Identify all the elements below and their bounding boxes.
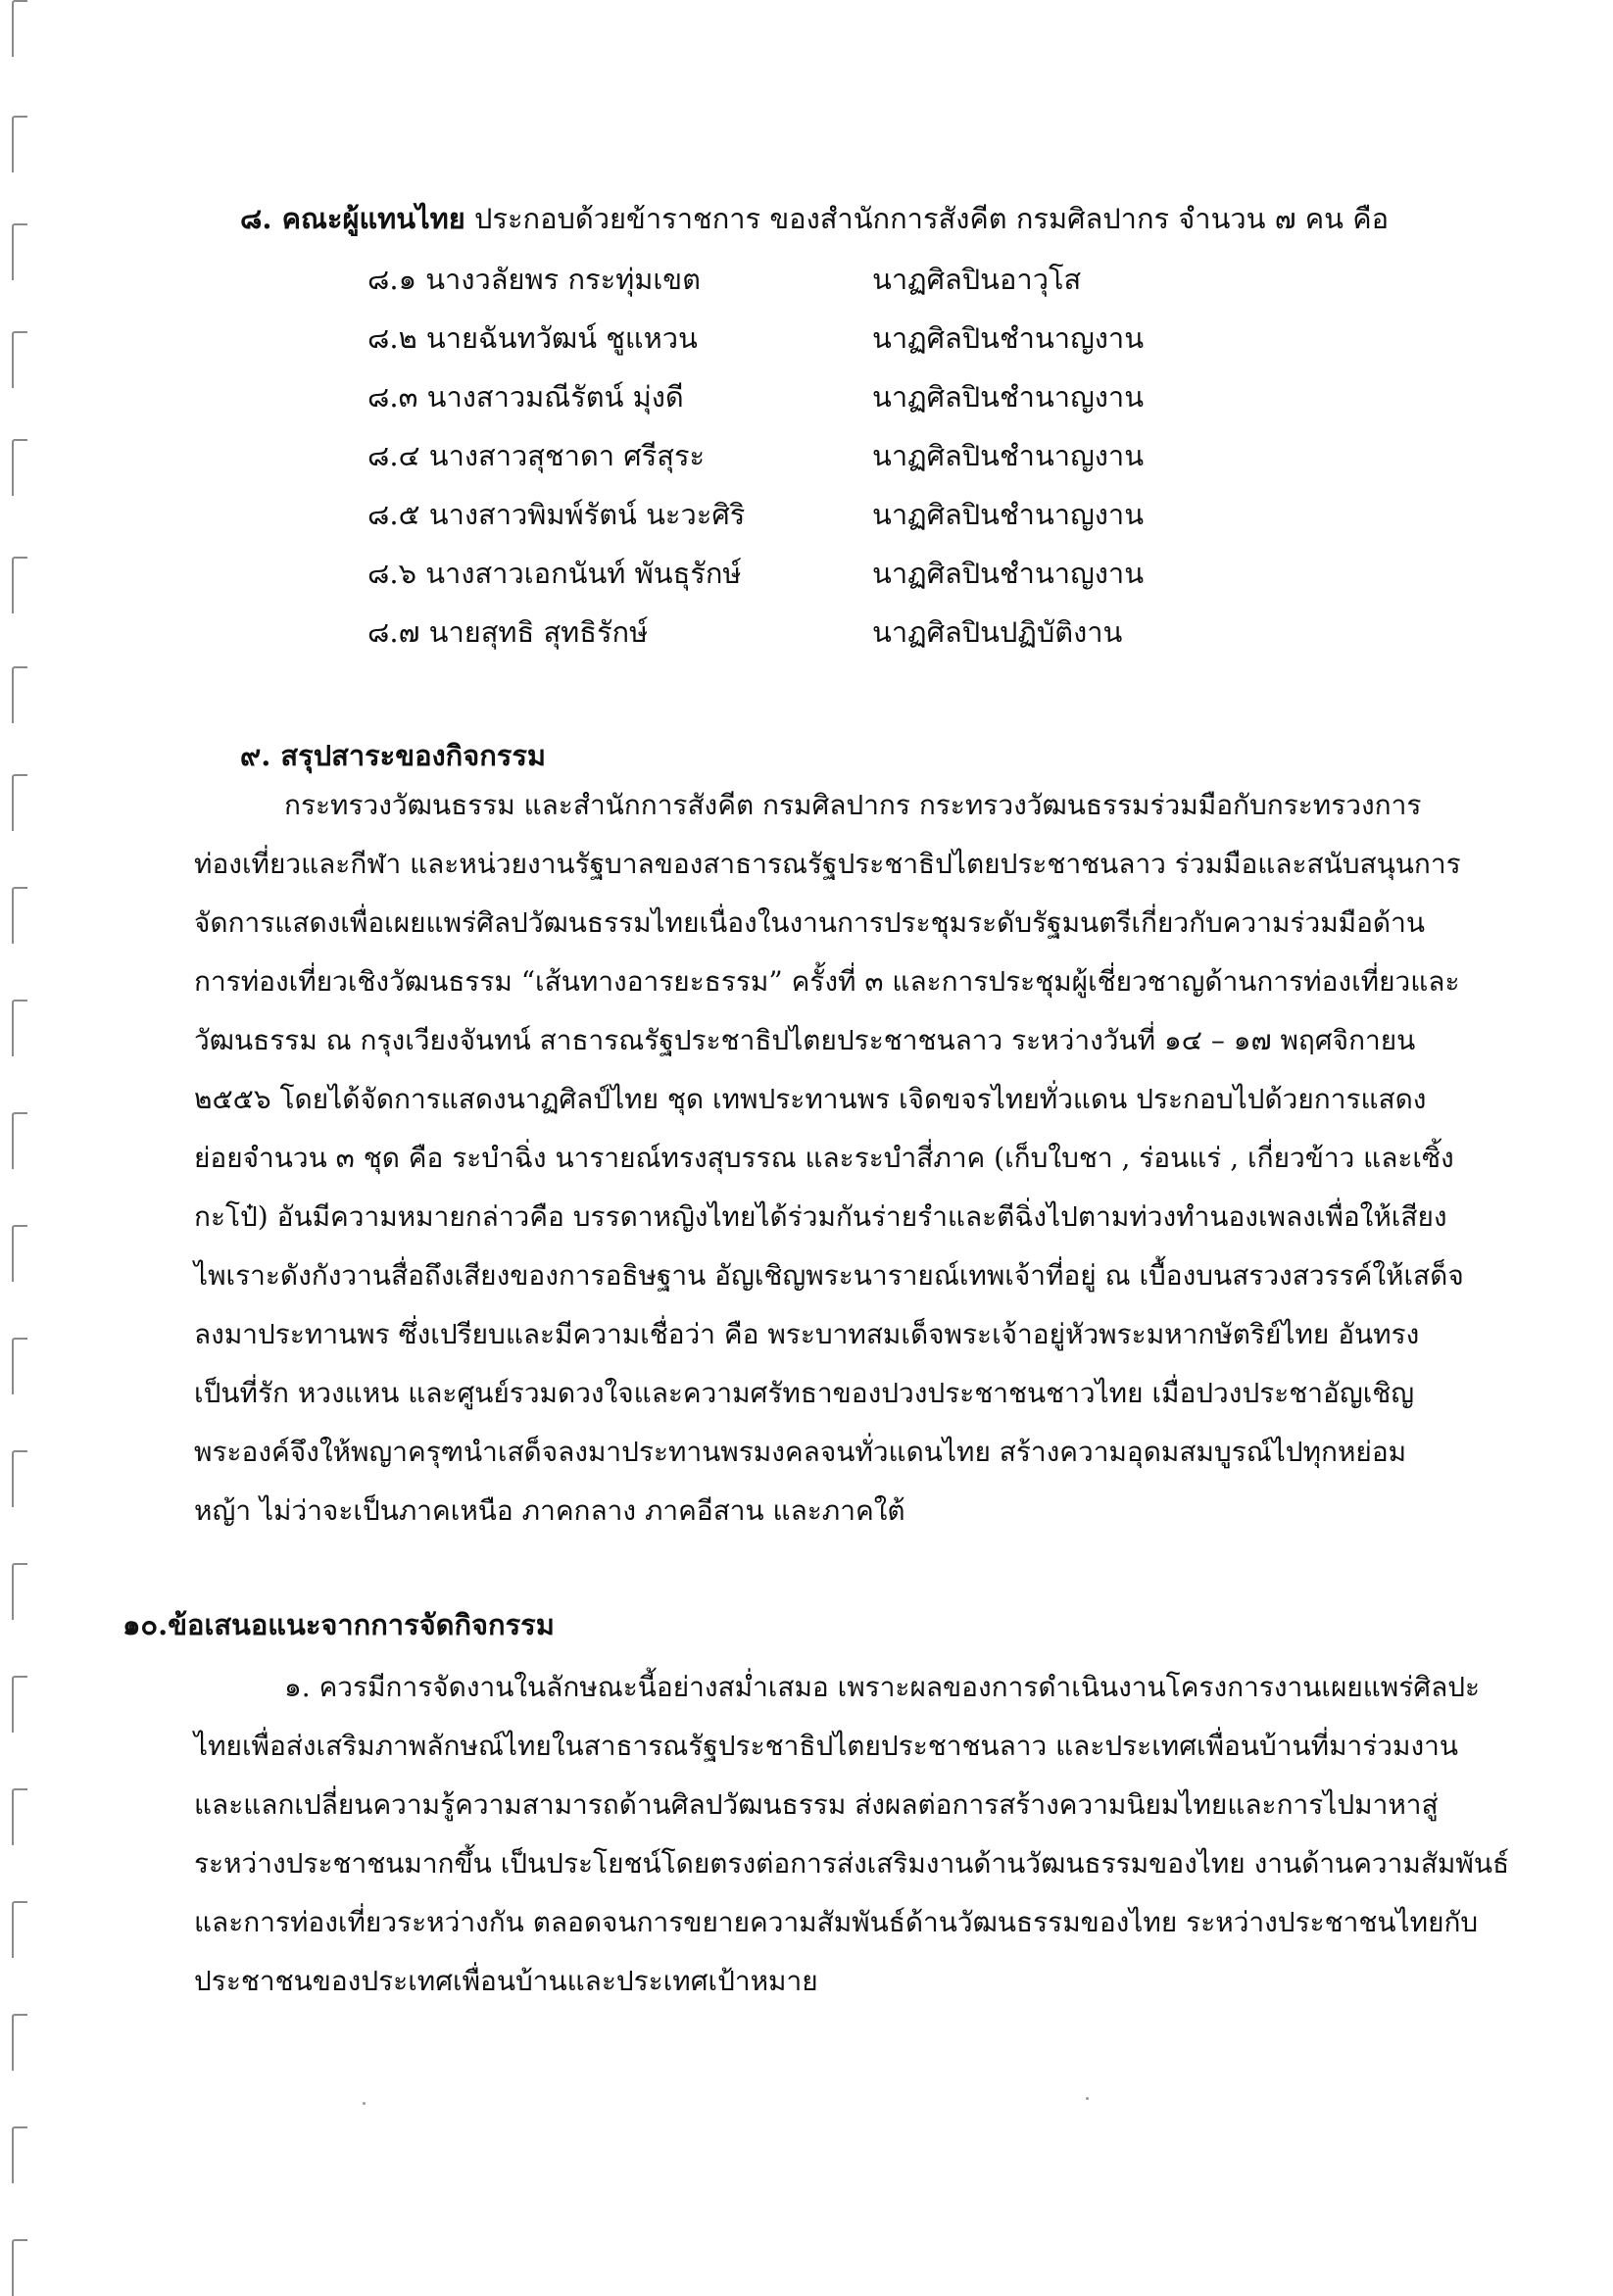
member-position: นาฏศิลปินชำนาญงาน — [872, 498, 1145, 531]
binding-mark — [12, 2014, 27, 2071]
binding-mark — [12, 1788, 27, 1845]
section10-line: และแลกเปลี่ยนความรู้ความสามารถด้านศิลปวัฒนธรรม ส่งผลต่อการสร้างความนิยมไทยและการไปมาหาสู่ — [194, 1788, 1439, 1821]
binding-mark — [12, 1112, 27, 1169]
section9-line: ย่อยจำนวน ๓ ชุด คือ ระบำฉิ่ง นารายณ์ทรงสุบรรณ และระบำสี่ภาค (เก็บใบชา , ร่อนแร่ , เกี่ยวข้าว และเซิ้ง — [194, 1142, 1454, 1174]
section9-line: วัฒนธรรม ณ กรุงเวียงจันทน์ สาธารณรัฐประชาธิปไตยประชาชนลาว ระหว่างวันที่ ๑๔ – ๑๗ พฤศจิกายน — [194, 1024, 1416, 1056]
section10-line: ระหว่างประชาชนมากขึ้น เป็นประโยชน์โดยตรงต่อการส่งเสริมงานด้านวัฒนธรรมของไทย งานด้านความสัมพันธ์ — [194, 1847, 1510, 1880]
section8-heading-rest: ประกอบด้วยข้าราชการ ของสำนักการสังคีต กรมศิลปากร จำนวน ๗ คน คือ — [473, 202, 1390, 235]
section10-line: ประชาชนของประเทศเพื่อนบ้านและประเทศเป้าหมาย — [194, 1965, 818, 1997]
member-name: ๘.๔ นางสาวสุชาดา ศรีสุระ — [367, 439, 706, 472]
section9-line: ไพเราะดังกังวานสื่อถึงเสียงของการอธิษฐาน อัญเชิญพระนารายณ์เทพเจ้าที่อยู่ ณ เบื้องบนสรวงสวรรค์ให้เสด็จ — [194, 1259, 1464, 1292]
member-name: ๘.๗ นายสุทธิ สุทธิรักษ์ — [367, 615, 649, 649]
section9-line: กระทรวงวัฒนธรรม และสำนักการสังคีต กรมศิลปากร กระทรวงวัฒนธรรมร่วมมือกับกระทรวงการ — [284, 789, 1422, 821]
member-position: นาฏศิลปินชำนาญงาน — [872, 380, 1145, 414]
binding-mark — [12, 439, 27, 496]
member-row — [367, 610, 1249, 649]
section9-line: จัดการแสดงเพื่อเผยแพร่ศิลปวัฒนธรรมไทยเนื่องในงานการประชุมระดับรัฐมนตรีเกี่ยวกับความร่วมมือด้าน — [194, 906, 1425, 939]
binding-mark — [12, 1676, 27, 1733]
section9-line: เป็นที่รัก หวงแหน และศูนย์รวมดวงใจและความศรัทธาของปวงประชาชนชาวไทย เมื่อปวงประชาอัญเชิญ — [194, 1377, 1415, 1409]
section9-line: หญ้า ไม่ว่าจะเป็นภาคเหนือ ภาคกลาง ภาคอีสาน และภาคใต้ — [194, 1494, 905, 1527]
binding-mark — [12, 116, 27, 172]
section9-line: กะโป๋) อันมีความหมายกล่าวคือ บรรดาหญิงไทยได้ร่วมกันร่ายรำและตีฉิ่งไปตามท่วงทำนองเพลงเพื่อให้เสียง — [194, 1200, 1447, 1233]
binding-mark — [12, 1563, 27, 1620]
member-position: นาฏศิลปินชำนาญงาน — [872, 321, 1145, 355]
binding-mark — [12, 0, 27, 57]
member-row — [367, 257, 1249, 296]
binding-mark — [12, 1000, 27, 1056]
section9-line: ๒๕๕๖ โดยได้จัดการแสดงนาฏศิลป์ไทย ชุด เทพประทานพร เจิดขจรไทยทั่วแดน ประกอบไปด้วยการแสดง — [194, 1083, 1427, 1115]
binding-edge — [12, 0, 35, 2284]
member-name: ๘.๖ นางสาวเอกนันท์ พันธุรักษ์ — [367, 557, 742, 590]
member-row — [367, 433, 1249, 472]
section9-line: พระองค์จึงให้พญาครุฑนำเสด็จลงมาประทานพรมงคลจนทั่วแดนไทย สร้างความอุดมสมบูรณ์ไปทุกหย่อม — [194, 1436, 1407, 1468]
section10-line: ไทยเพื่อส่งเสริมภาพลักษณ์ไทยในสาธารณรัฐประชาธิปไตยประชาชนลาว และประเทศเพื่อนบ้านที่มาร่วมงาน — [194, 1730, 1459, 1762]
section10-line: ๑. ควรมีการจัดงานในลักษณะนี้อย่างสม่ำเสมอ เพราะผลของการดำเนินงานโครงการงานเผยแพร่ศิลปะ — [284, 1671, 1481, 1703]
section9-line: ท่องเที่ยวและกีฬา และหน่วยงานรัฐบาลของสาธารณรัฐประชาธิปไตยประชาชนลาว ร่วมมือและสนับสนุนการ — [194, 848, 1461, 880]
binding-mark — [12, 2126, 27, 2183]
member-row — [367, 316, 1249, 355]
section10-line: และการท่องเที่ยวระหว่างกัน ตลอดจนการขยายความสัมพันธ์ด้านวัฒนธรรมของไทย ระหว่างประชาชนไทยกับ — [194, 1906, 1479, 1938]
binding-mark — [12, 666, 27, 723]
binding-mark — [12, 1901, 27, 1958]
binding-mark — [12, 1450, 27, 1507]
member-name: ๘.๕ นางสาวพิมพ์รัตน์ นะวะศิริ — [367, 498, 746, 531]
binding-mark — [12, 1338, 27, 1394]
binding-mark — [12, 223, 27, 280]
member-name: ๘.๓ นางสาวมณีรัตน์ มุ่งดี — [367, 380, 684, 414]
member-position: นาฏศิลปินชำนาญงาน — [872, 439, 1145, 472]
section10-title: ๑๐.ข้อเสนอแนะจากการจัดกิจกรรม — [122, 1608, 555, 1641]
binding-mark — [12, 331, 27, 388]
binding-mark — [12, 774, 27, 831]
section8-title: ๘. คณะผู้แทนไทย — [240, 202, 465, 235]
binding-mark — [12, 2239, 27, 2296]
member-row — [367, 551, 1249, 590]
binding-mark — [12, 887, 27, 944]
binding-mark — [12, 1225, 27, 1282]
binding-mark — [12, 557, 27, 613]
member-position: นาฏศิลปินอาวุโส — [872, 263, 1082, 296]
member-row — [367, 492, 1249, 531]
member-row — [367, 374, 1249, 414]
scan-speck — [1086, 2097, 1089, 2100]
section8-heading — [240, 196, 1389, 241]
member-position: นาฏศิลปินชำนาญงาน — [872, 557, 1145, 590]
section9-line: การท่องเที่ยวเชิงวัฒนธรรม “เส้นทางอารยะธรรม” ครั้งที่ ๓ และการประชุมผู้เชี่ยวชาญด้านการท่องเที่ยวและ — [194, 965, 1460, 998]
section9-title: ๙. สรุปสาระของกิจกรรม — [240, 739, 547, 772]
scan-speck — [363, 2102, 366, 2105]
member-name: ๘.๒ นายฉันทวัฒน์ ชูแหวน — [367, 321, 698, 355]
section9-line: ลงมาประทานพร ซึ่งเปรียบและมีความเชื่อว่า คือ พระบาทสมเด็จพระเจ้าอยู่หัวพระมหากษัตริย์ไทย อันทรง — [194, 1318, 1420, 1350]
member-name: ๘.๑ นางวลัยพร กระทุ่มเขต — [367, 263, 701, 296]
member-position: นาฏศิลปินปฏิบัติงาน — [872, 615, 1123, 649]
